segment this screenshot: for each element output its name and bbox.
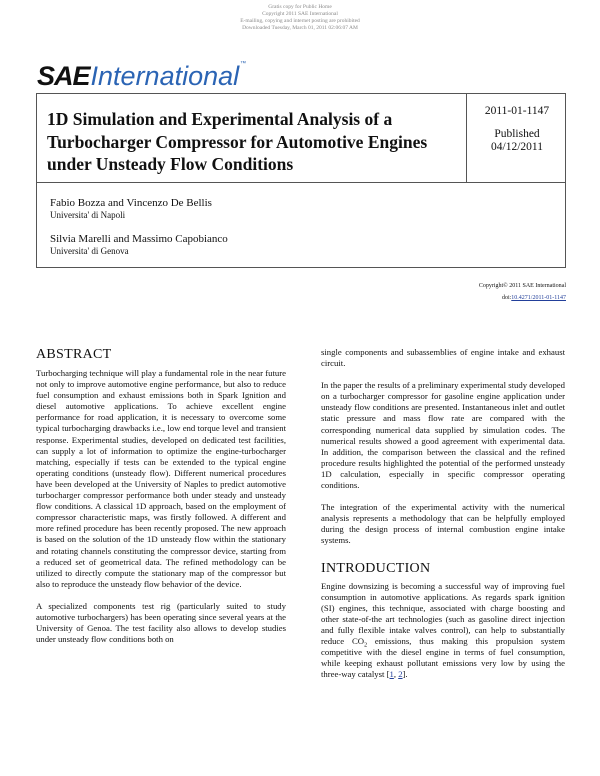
- author-names: Silvia Marelli and Massimo Capobianco: [50, 233, 228, 245]
- abstract-paragraph: In the paper the results of a preliminary experimental study developed on a turbocharger compressor for gasoline engine application under unsteady flow conditions are presented. Instantaneous inlet and outlet static pressure and mass flow rate are compared with the corresponding numerical data supplied by simulation codes. The numerical results showed a good agreement with experimental data. In addition, the comparison between the classical and the refined procedure results highlighted the potential of the performed unsteady 1D calculation, especially in specific compressor operating conditions.: [321, 380, 565, 491]
- published-label: Published: [494, 127, 540, 140]
- watermark-line: Gratis copy for Public Home: [268, 4, 332, 10]
- author-affiliation: Universita' di Genova: [50, 246, 129, 256]
- title-box: [36, 93, 566, 183]
- paper-meta: [469, 105, 565, 155]
- reference-link-1[interactable]: 1: [389, 669, 394, 680]
- intro-text: emissions, thus making this propulsion system competitive with the diesel engine in terms of fuel consumption, while keeping exhaust pollutant emissions very low by using the three-way catalyst [: [321, 635, 565, 680]
- abstract-paragraph: A specialized components test rig (particularly suited to study automotive turbochargers) has been operating since several years at the University of Genoa. The test facility also allows to develop studies under unsteady flow conditions both on: [36, 600, 286, 645]
- abstract-paragraph: Turbocharging technique will play a fundamental role in the near future not only to improve automotive engine performance, but also to reduce fuel consumption and exhaust emissions both in Spark Ignition and diesel automotive applications. To achieve excellent engine performance for road application, it is necessary to overcome some typical turbocharging drawbacks i.e., low end torque level and transient response. Experimental studies, developed on dedicated test facilities, can supply a lot of information to optimize the engine-turbocharger matching, especially if tests can be extended to the typical engine operating conditions (unsteady flow). Different numerical procedures have been developed at the University of Naples to predict automotive turbocharger compressor performance both under steady and unsteady flow conditions. A classical 1D approach, based on the employment of compressor characteristic maps, was firstly followed. A different and more refined procedure has been recently proposed. The new approach is based on the solution of the 1D unsteady flow within the stationary and rotating channels constituting the compressor device, starting from a reduced set of geometrical data. The refined methodology can be utilized to directly compute the stationary map of the compressor but also to reproduce the unsteady flow behavior of the device.: [36, 368, 286, 589]
- author-group: [50, 233, 228, 257]
- abstract-paragraph: The integration of the experimental activity with the numerical analysis represents a methodology that can be helpfully employed during the design process of internal combustion engine intake systems.: [321, 502, 565, 546]
- watermark-line: E-mailing, copying and internet posting are prohibited: [240, 18, 360, 24]
- ref-separator: ,: [393, 669, 399, 680]
- intro-text-end: ].: [402, 669, 408, 680]
- download-watermark: [0, 4, 600, 32]
- published-date: 04/12/2011: [491, 141, 543, 153]
- watermark-line: Downloaded Tuesday, March 01, 2011 02:06:07 AM: [242, 25, 358, 31]
- logo-trademark: ™: [240, 61, 247, 67]
- title-divider: [466, 94, 467, 182]
- logo-international-text: International: [90, 61, 240, 91]
- doi-line: [479, 292, 566, 304]
- author-affiliation: Universita' di Napoli: [50, 210, 126, 220]
- left-column: [36, 346, 286, 656]
- copyright-block: [479, 280, 566, 304]
- doi-prefix: doi:: [501, 295, 512, 301]
- author-names: Fabio Bozza and Vincenzo De Bellis: [50, 197, 212, 209]
- right-column: [321, 347, 565, 691]
- abstract-paragraph: single components and subassemblies of engine intake and exhaust circuit.: [321, 347, 565, 369]
- co2-subscript: 2: [364, 642, 368, 649]
- authors-box: [36, 183, 566, 268]
- watermark-line: Copyright 2011 SAE International: [262, 11, 338, 17]
- doi-link[interactable]: 10.4271/2011-01-1147: [511, 295, 566, 301]
- logo-sae-text: SAE: [37, 61, 90, 91]
- copyright-text: Copyright© 2011 SAE International: [478, 283, 566, 289]
- abstract-heading: ABSTRACT: [36, 347, 112, 362]
- introduction-heading: INTRODUCTION: [321, 560, 431, 576]
- intro-text: Engine downsizing is becoming a successful way of improving fuel consumption in automotive applications. As regards spark ignition (SI) engines, this technique, associated with charge boosting and other state-of-the art technologies (such as gasoline direct injection and fully flexible intake valves control), can help to substantially reduce CO: [321, 580, 565, 646]
- reference-link-2[interactable]: 2: [398, 669, 403, 680]
- paper-title: 1D Simulation and Experimental Analysis of a Turbocharger Compressor for Automotive Engines under Unsteady Flow Conditions: [47, 109, 428, 174]
- paper-id: 2011-01-1147: [484, 105, 550, 117]
- introduction-paragraph: [321, 581, 565, 681]
- sae-international-logo: [37, 61, 246, 93]
- author-group: [50, 197, 212, 221]
